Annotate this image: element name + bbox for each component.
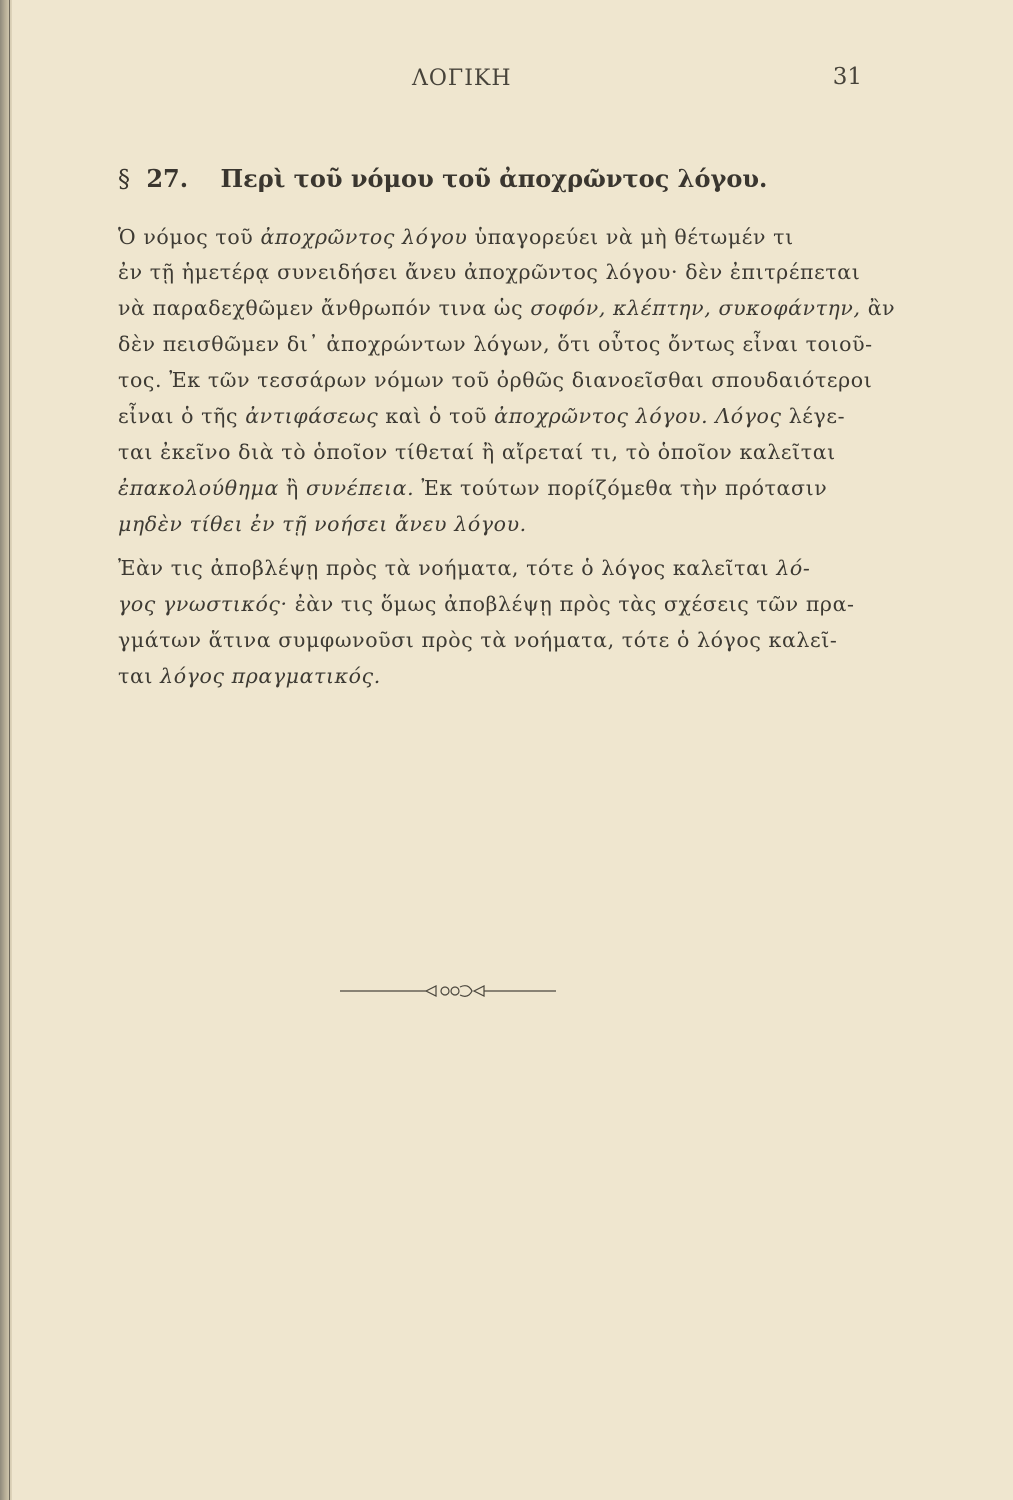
text-segment: εἶναι ὁ τῆς <box>118 404 246 428</box>
text-line <box>118 664 858 688</box>
text-line <box>118 260 861 284</box>
italic-text: ἀντιφάσεως <box>245 404 379 428</box>
italic-text: γος γνωστικός· <box>118 592 288 616</box>
text-line <box>118 404 858 428</box>
running-title: ΛΟΓΙΚΗ <box>412 66 512 91</box>
text-segment: δὲν πεισθῶμεν δι᾽ ἀποχρώντων λόγων, ὅτι οὗτος ὄντως εἶναι τοιοῦ- <box>118 332 873 356</box>
page-number: 31 <box>832 64 862 90</box>
italic-text: σοφόν, κλέπτην, συκοφάντην, <box>530 296 861 320</box>
text-segment: καὶ ὁ τοῦ <box>378 404 495 428</box>
text-line <box>118 592 858 616</box>
book-spine-shadow <box>0 0 12 1500</box>
text-segment: Ἐκ τούτων πορίζόμεθα τὴν πρότασιν <box>414 476 828 500</box>
text-segment: ἂν <box>860 296 896 320</box>
text-segment: Ὁ νόμος τοῦ <box>118 225 261 249</box>
text-line <box>118 628 858 652</box>
italic-text: ἐπακολούθημα <box>118 476 279 500</box>
text-segment: ἐὰν τις ὅμως ἀποβλέψῃ πρὸς τὰς σχέσεις τῶν πρα- <box>287 592 855 616</box>
text-line <box>118 512 858 536</box>
text-line <box>118 440 858 464</box>
italic-text: λό- <box>776 556 811 580</box>
section-symbol: § <box>118 165 130 193</box>
text-segment: ἢ <box>278 476 307 500</box>
section-title: Περὶ τοῦ νόμου τοῦ ἀποχρῶντος λόγου. <box>220 164 768 193</box>
italic-text: λόγος πραγματικός. <box>160 664 381 688</box>
text-segment: ται <box>118 664 161 688</box>
section-number: 27. <box>146 164 189 193</box>
text-segment: Ἐὰν τις ἀποβλέψῃ πρὸς τὰ νοήματα, τότε ὁ λόγος καλεῖται <box>118 556 777 580</box>
italic-text: ἀποχρῶντος λόγου <box>260 225 468 249</box>
text-segment: γμάτων ἅτινα συμφωνοῦσι πρὸς τὰ νοήματα, τότε ὁ λόγος καλεῖ- <box>118 628 838 652</box>
text-segment: νὰ παραδεχθῶμεν ἄνθρωπόν τινα ὡς <box>118 296 531 320</box>
text-line <box>118 225 858 249</box>
italic-text: ἀποχρῶντος λόγου. Λόγος <box>494 404 782 428</box>
text-line <box>118 332 873 356</box>
text-segment: ται ἐκεῖνο διὰ τὸ ὁποῖον τίθεταί ἢ αἴρεταί τι, τὸ ὁποῖον καλεῖται <box>118 440 836 464</box>
text-segment: τος. Ἐκ τῶν τεσσάρων νόμων τοῦ ὀρθῶς διανοεῖσθαι σπουδαιότεροι <box>118 368 873 392</box>
section-heading <box>118 164 878 193</box>
text-line <box>118 476 858 500</box>
text-line <box>118 556 858 580</box>
italic-text: συνέπεια. <box>306 476 415 500</box>
text-segment: λέγε- <box>781 404 846 428</box>
text-segment: ἐν τῇ ἡμετέρᾳ συνειδήσει ἄνευ ἀποχρῶντος λόγου· δὲν ἐπιτρέπεται <box>118 260 861 284</box>
text-line <box>118 296 896 320</box>
section-end-ornament <box>340 981 556 1001</box>
italic-text: μηδὲν τίθει ἐν τῇ νοήσει ἄνευ λόγου. <box>118 512 527 536</box>
book-spine-edge <box>9 0 10 1500</box>
text-segment: ὑπαγορεύει νὰ μὴ θέτωμέν τι <box>467 225 794 249</box>
text-line <box>118 368 873 392</box>
